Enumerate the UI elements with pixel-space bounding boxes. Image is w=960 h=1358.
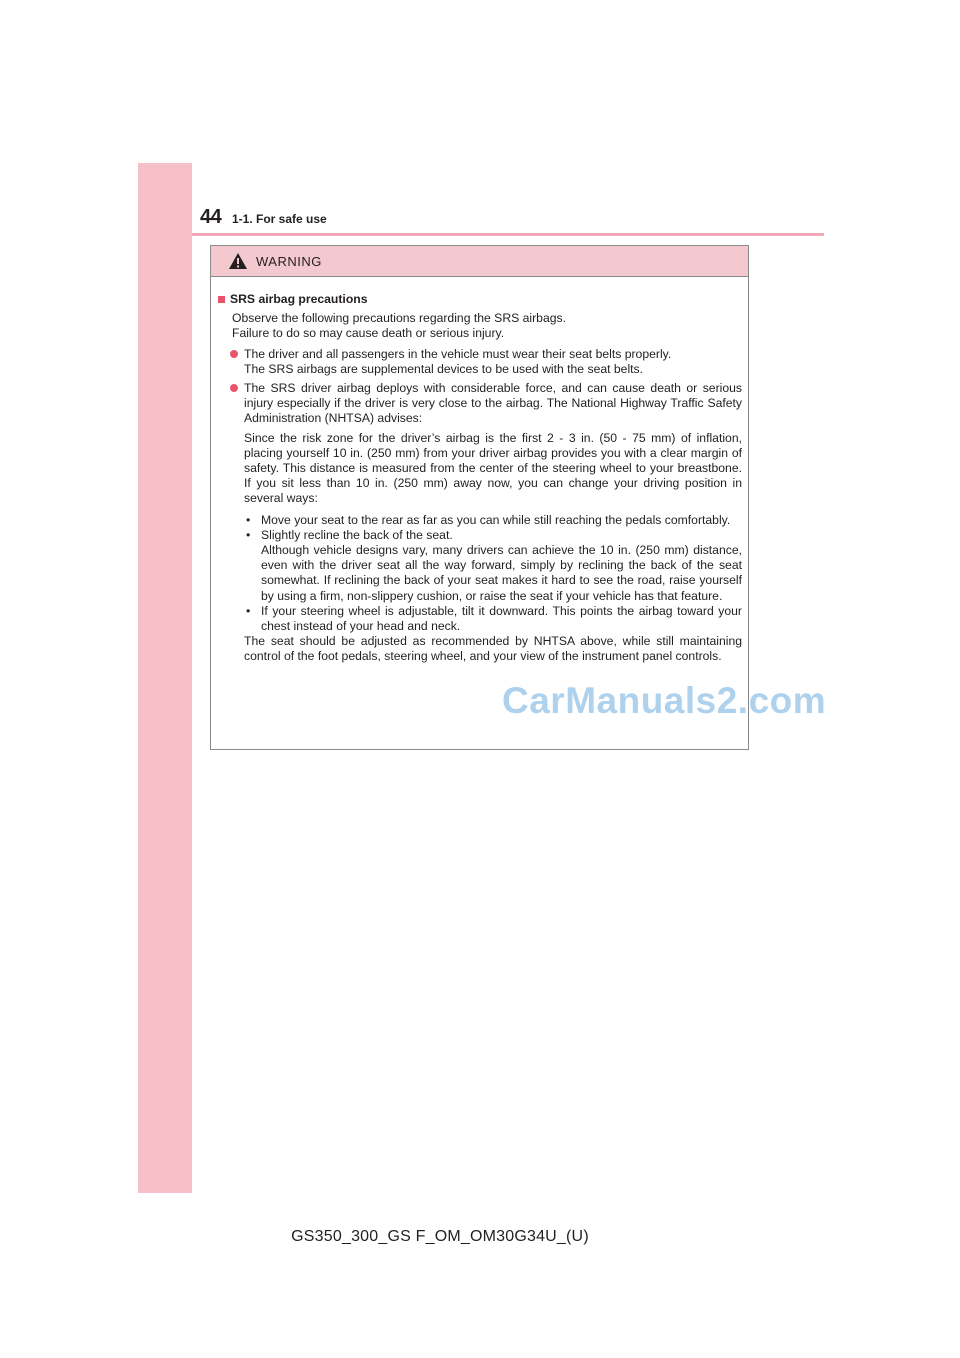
watermark: CarManuals2.com bbox=[502, 680, 827, 721]
sub-item-text: Although vehicle designs vary, many drivers can achieve the 10 in. (250 mm) distance, even with the driver seat all the way forward, simply by reclining the back of the seat somewhat. If reclining the back of your seat makes it hard to see the road, raise yourself by using a firm, non-slippery cushion, or raise the seat if your vehicle has that feature. bbox=[261, 543, 742, 603]
header-rule bbox=[192, 233, 824, 236]
closing-paragraph: The seat should be adjusted as recommended by NHTSA above, while still maintaining control of the foot pedals, steering wheel, and your view of the instrument panel controls. bbox=[244, 634, 742, 664]
intro-text bbox=[218, 311, 742, 341]
bullet-item bbox=[218, 347, 742, 377]
sub-item bbox=[244, 604, 742, 634]
warning-body bbox=[211, 277, 748, 665]
sub-item bbox=[244, 528, 742, 604]
intro-line: Observe the following precautions regarding the SRS airbags. bbox=[232, 311, 566, 326]
warning-triangle-icon bbox=[228, 252, 248, 270]
round-bullet-icon bbox=[230, 350, 238, 358]
bullet-paragraph: The SRS driver airbag deploys with considerable force, and can cause death or serious injury especially if the driver is very close to the airbag. The National Highway Traffic Safety Administration (NHTSA) advises: bbox=[244, 381, 742, 426]
bullet-paragraph: The SRS airbags are supplemental devices to be used with the seat belts. bbox=[244, 361, 644, 376]
warning-header bbox=[211, 246, 748, 277]
page-number: 44 bbox=[200, 206, 222, 228]
sub-bullet-mark: • bbox=[246, 512, 251, 527]
sub-item-text: If your steering wheel is adjustable, tilt it downward. This points the airbag toward your chest instead of your head and neck. bbox=[261, 603, 742, 634]
topic-heading bbox=[218, 292, 742, 307]
sub-item-text: Move your seat to the rear as far as you can while still reaching the pedals comfortably. bbox=[261, 512, 731, 527]
footer-document-code bbox=[0, 1228, 960, 1246]
bullet-paragraph: The driver and all passengers in the vehicle must wear their seat belts properly. bbox=[244, 346, 672, 361]
bullet-item bbox=[218, 381, 742, 665]
sub-item bbox=[244, 513, 742, 528]
warning-title: WARNING bbox=[256, 253, 322, 269]
sub-item-text: Slightly recline the back of the seat. bbox=[261, 527, 453, 542]
side-margin-band bbox=[138, 163, 192, 1193]
sub-bullet-mark: • bbox=[246, 603, 251, 618]
topic-title: SRS airbag precautions bbox=[230, 292, 368, 306]
square-bullet-icon bbox=[218, 296, 225, 303]
section-title: 1-1. For safe use bbox=[232, 212, 327, 226]
bullet-paragraph: Since the risk zone for the driver’s airbag is the first 2 - 3 in. (50 - 75 mm) of inflation, placing yourself 10 in. (250 mm) from your driver airbag provides you with a clear margin of safety. This distance is measured from the center of the steering wheel to your breastbone. If you sit less than 10 in. (250 mm) away now, you can change your driving position in several ways: bbox=[244, 430, 742, 506]
footer-text: GS350_300_GS F_OM_OM30G34U_(U) bbox=[291, 1228, 589, 1245]
intro-line: Failure to do so may cause death or serious injury. bbox=[232, 326, 505, 341]
warning-box bbox=[210, 245, 749, 750]
round-bullet-icon bbox=[230, 384, 238, 392]
sub-list bbox=[244, 513, 742, 635]
sub-bullet-mark: • bbox=[246, 527, 251, 542]
